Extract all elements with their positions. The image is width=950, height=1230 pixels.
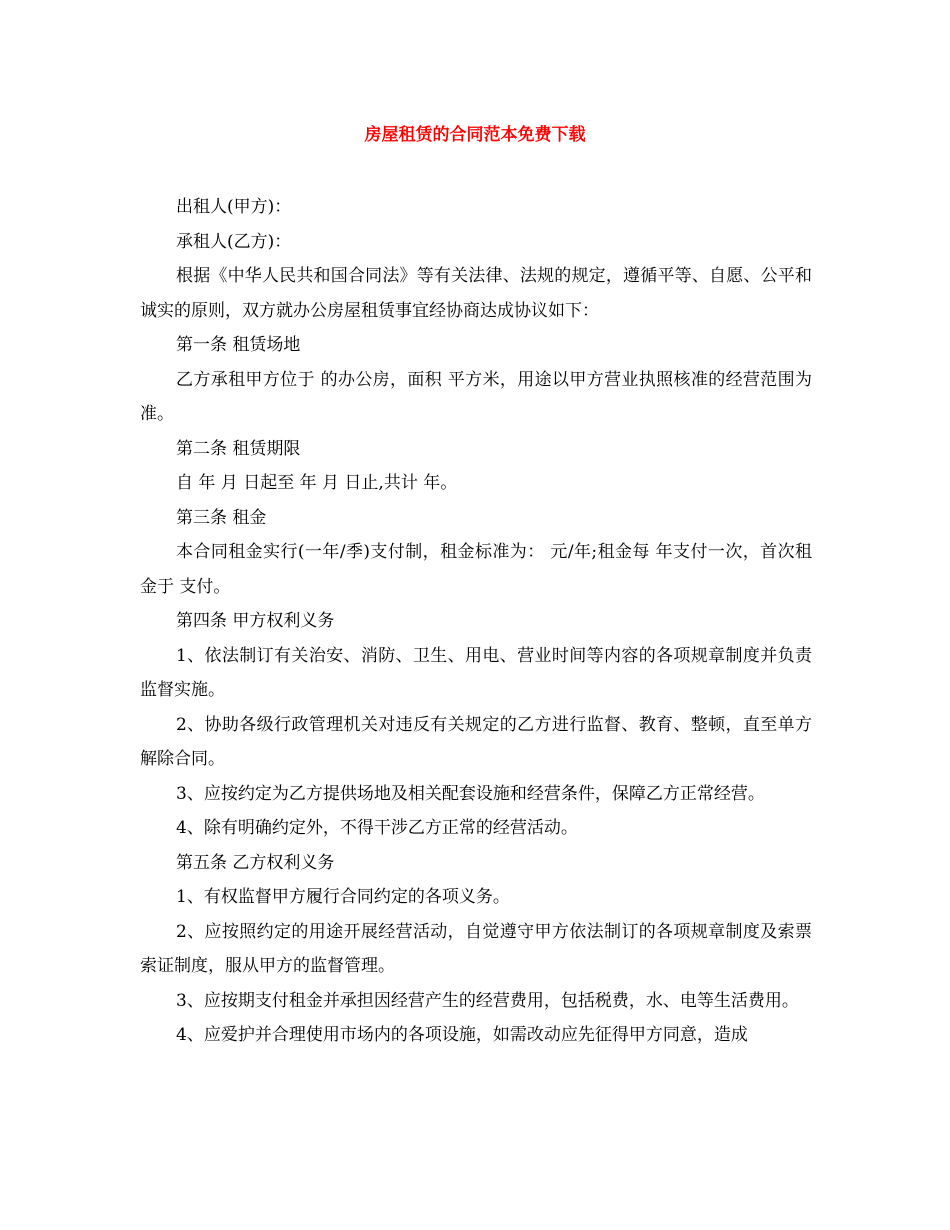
paragraph-article-4-item-1: 1、依法制订有关治安、消防、卫生、用电、营业时间等内容的各项规章制度并负责监督实施。 [140,645,812,700]
heading-article-3: 第三条 租金 [176,507,267,528]
paragraph-article-3: 本合同租金实行(一年/季)支付制，租金标准为： 元/年;租金每 年支付一次，首次租金于 支付。 [140,542,812,597]
paragraph-article-4-item-3: 3、应按约定为乙方提供场地及相关配套设施和经营条件，保障乙方正常经营。 [176,783,765,804]
paragraph-article-4-item-2: 2、协助各级行政管理机关对违反有关规定的乙方进行监督、教育、整顿，直至单方解除合同。 [140,714,812,769]
paragraph-article-1: 乙方承租甲方位于 的办公房，面积 平方米，用途以甲方营业执照核准的经营范围为准。 [140,369,812,424]
heading-article-4: 第四条 甲方权利义务 [176,611,335,631]
paragraph-article-5-item-4: 4、应爱护并合理使用市场内的各项设施，如需改动应先征得甲方同意，造成 [176,1025,748,1045]
document-title: 房屋租赁的合同范本免费下载 [364,125,586,145]
paragraph-lessor: 出租人(甲方)： [176,197,292,217]
paragraph-preamble: 根据《中华人民共和国合同法》等有关法律、法规的规定，遵循平等、自愿、公平和诚实的原则，双方就办公房屋租赁事宜经协商达成协议如下： [140,266,812,321]
paragraph-article-5-item-1: 1、有权监督甲方履行合同约定的各项义务。 [176,887,510,907]
heading-article-1: 第一条 租赁场地 [176,335,301,355]
paragraph-article-2: 自 年 月 日起至 年 月 日止,共计 年。 [176,473,458,493]
paragraph-article-5-item-2: 2、应按照约定的用途开展经营活动，自觉遵守甲方依法制订的各项规章制度及索票索证制度，服从甲方的监督管理。 [140,921,812,976]
document-body [140,190,812,1053]
paragraph-article-5-item-3: 3、应按期支付租金并承担因经营产生的经营费用，包括税费，水、电等生活费用。 [176,990,799,1011]
heading-article-5: 第五条 乙方权利义务 [176,852,335,873]
paragraph-article-4-item-4: 4、除有明确约定外，不得干涉乙方正常的经营活动。 [176,818,578,838]
heading-article-2: 第二条 租赁期限 [176,438,301,459]
paragraph-lessee: 承租人(乙方)： [176,231,292,252]
